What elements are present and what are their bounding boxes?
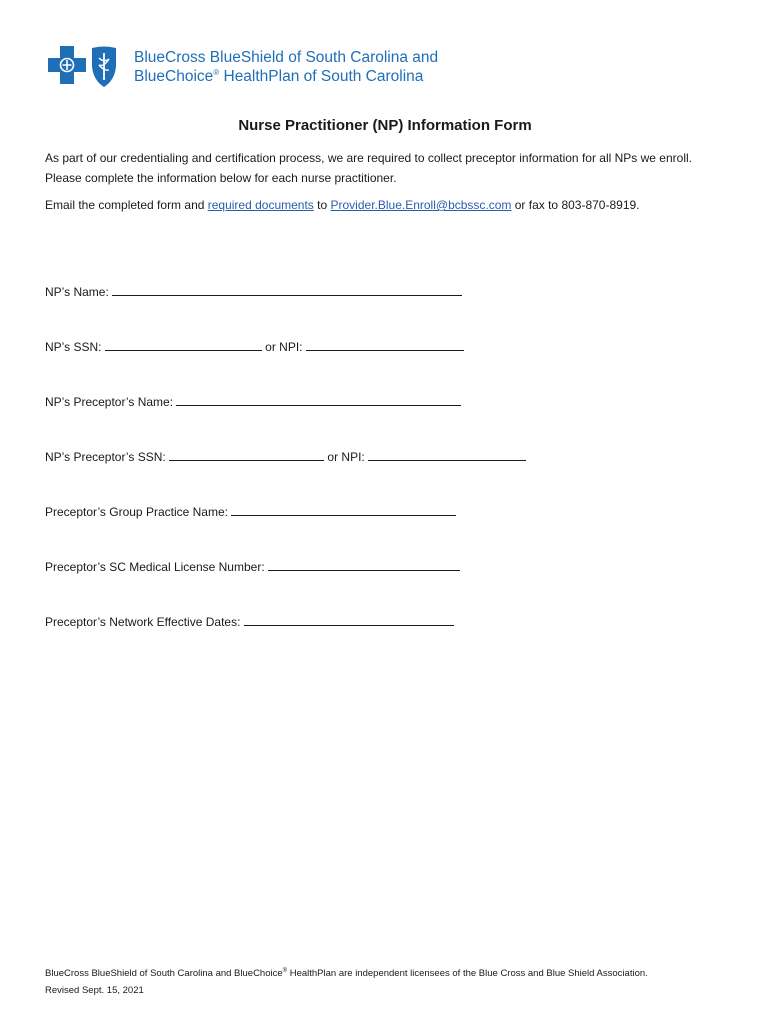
intro bbox=[45, 148, 725, 215]
brand-line-1: BlueCross BlueShield of South Carolina and bbox=[134, 49, 439, 66]
email-link[interactable]: Provider.Blue.Enroll@bcbssc.com bbox=[330, 198, 512, 212]
np-ssn-input[interactable] bbox=[105, 338, 262, 351]
footer bbox=[45, 965, 648, 999]
np-name-input[interactable] bbox=[112, 283, 462, 296]
effective-dates-input[interactable] bbox=[244, 613, 454, 626]
license-number-input[interactable] bbox=[268, 558, 460, 571]
form-title: Nurse Practitioner (NP) Information Form bbox=[238, 117, 532, 134]
np-name-label: NP’s Name: bbox=[45, 285, 109, 299]
effective-dates-label: Preceptor’s Network Effective Dates: bbox=[45, 615, 241, 629]
preceptor-ssn-field bbox=[45, 448, 526, 464]
preceptor-name-field bbox=[45, 393, 461, 409]
footer-disclaimer: BlueCross BlueShield of South Carolina and BlueChoice® HealthPlan are independent licensees of the Blue Cross and Blue Shield Association. bbox=[45, 967, 648, 979]
np-npi-input[interactable] bbox=[306, 338, 464, 351]
np-ssn-field bbox=[45, 338, 464, 354]
intro-paragraph: As part of our credentialing and certification process, we are required to collect preceptor information for all NPs we enroll. Please complete the information below for each nurse practitioner. bbox=[45, 151, 692, 185]
np-npi-label: or NPI: bbox=[265, 340, 303, 354]
logo bbox=[46, 44, 438, 90]
bluecross-blueshield-logo-icon bbox=[46, 44, 124, 90]
preceptor-npi-input[interactable] bbox=[368, 448, 526, 461]
preceptor-ssn-input[interactable] bbox=[169, 448, 324, 461]
group-practice-label: Preceptor’s Group Practice Name: bbox=[45, 505, 228, 519]
preceptor-npi-label: or NPI: bbox=[327, 450, 365, 464]
group-practice-input[interactable] bbox=[231, 503, 456, 516]
revision-date: Revised Sept. 15, 2021 bbox=[45, 985, 144, 996]
license-number-label: Preceptor’s SC Medical License Number: bbox=[45, 560, 265, 574]
preceptor-name-label: NP’s Preceptor’s Name: bbox=[45, 395, 174, 409]
preceptor-name-input[interactable] bbox=[176, 393, 461, 406]
required-documents-link[interactable]: required documents bbox=[207, 198, 314, 212]
preceptor-ssn-label: NP’s Preceptor’s SSN: bbox=[45, 450, 166, 464]
email-instructions: Email the completed form and required documents to Provider.Blue.Enroll@bcbssc.com or fax to 803-870-8919. bbox=[45, 198, 640, 212]
license-number-field bbox=[45, 558, 460, 574]
group-practice-field bbox=[45, 503, 456, 519]
np-name-field bbox=[45, 283, 462, 299]
effective-dates-field bbox=[45, 613, 454, 629]
brand-line-2: BlueChoice® HealthPlan of South Carolina bbox=[134, 67, 424, 85]
np-ssn-label: NP’s SSN: bbox=[45, 340, 102, 354]
